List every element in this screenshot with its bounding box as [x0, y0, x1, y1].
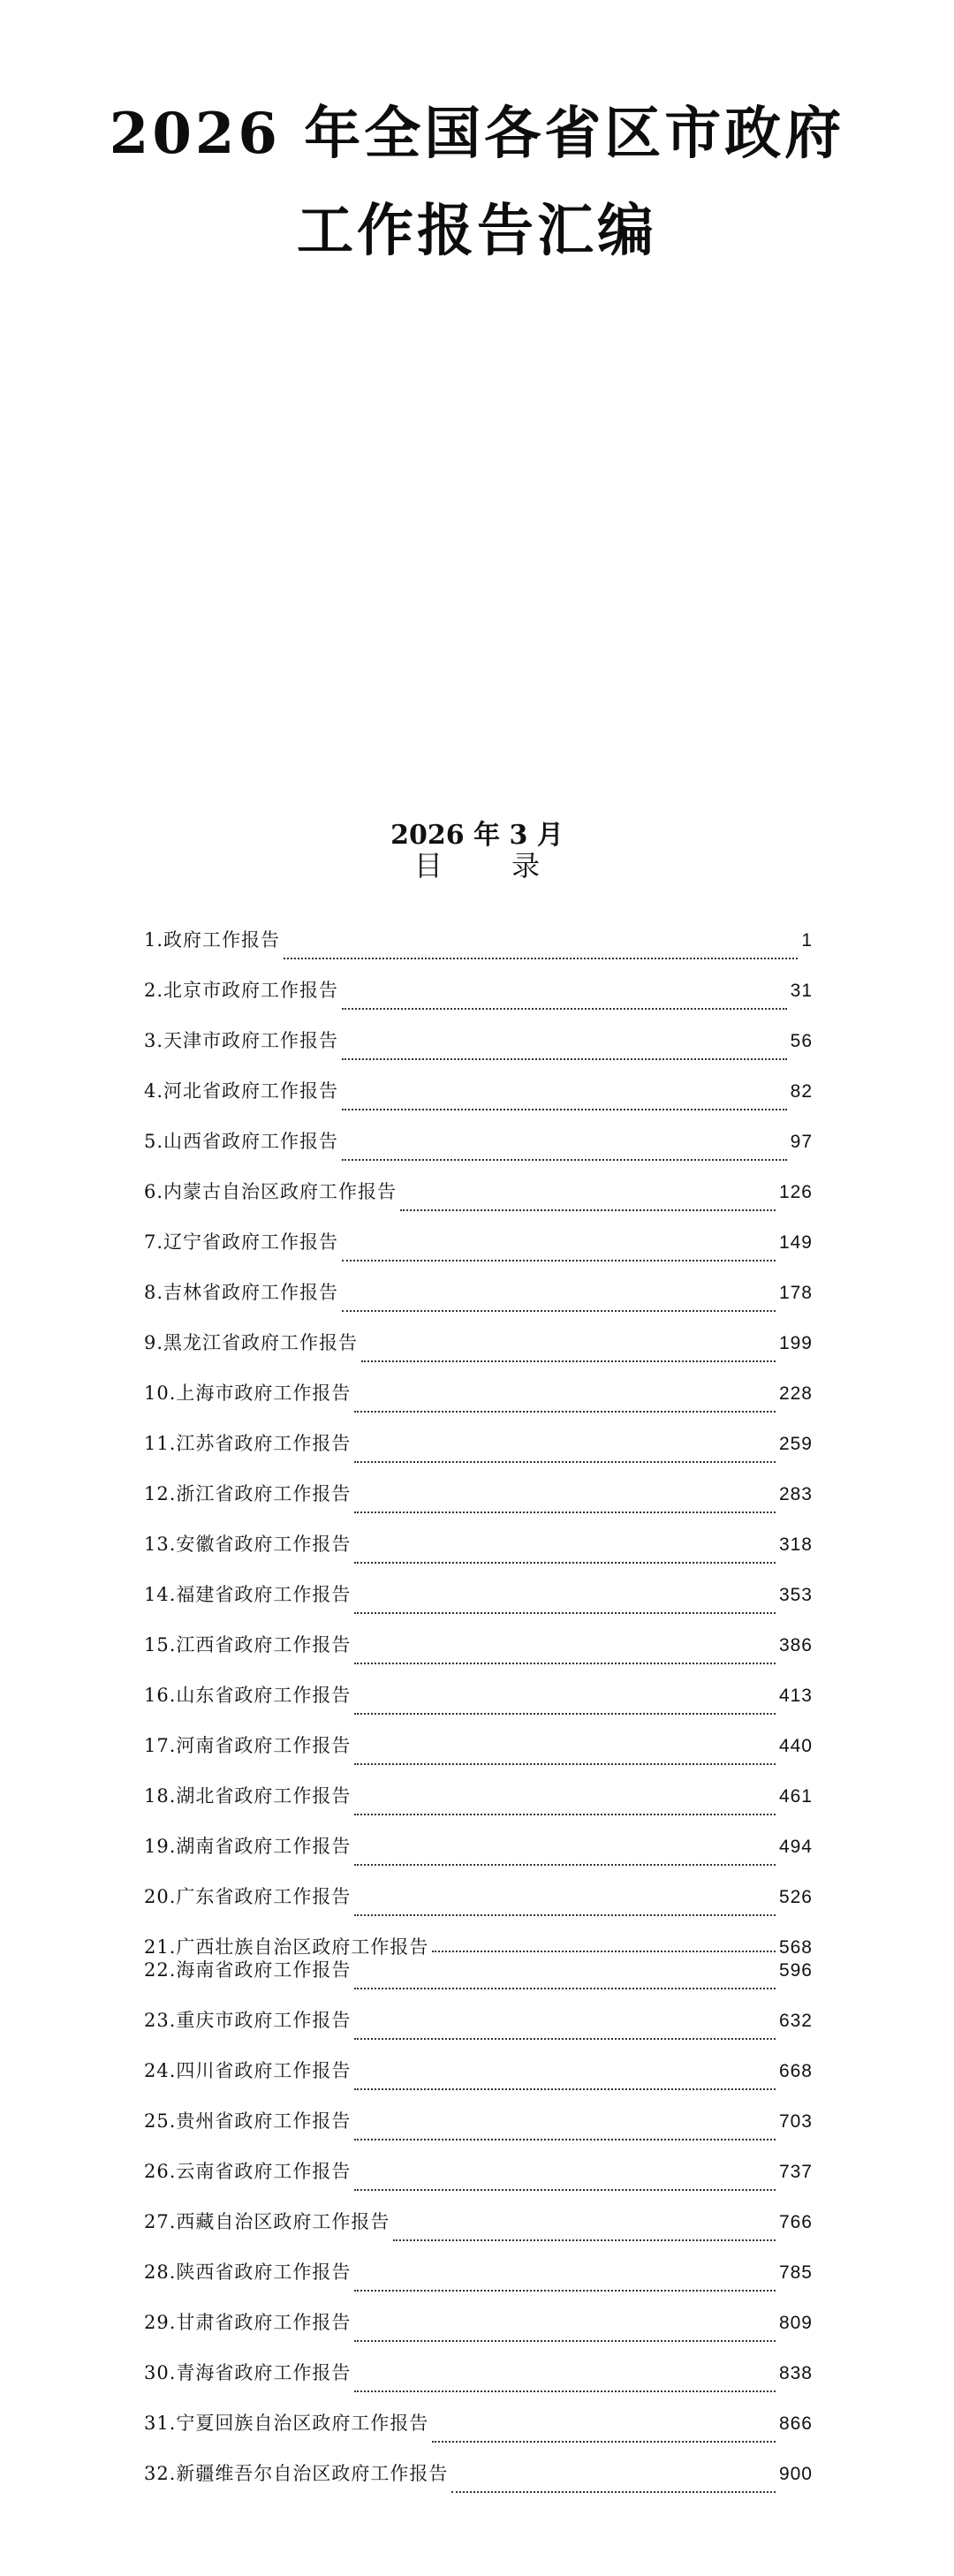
toc-leader-dots [354, 2088, 776, 2090]
toc-entry[interactable] [144, 2411, 813, 2461]
toc-leader-dots [354, 1988, 776, 1989]
toc-entry-page: 668 [778, 2061, 813, 2081]
toc-entry[interactable] [144, 2260, 813, 2310]
toc-entry-page: 568 [778, 1937, 813, 1958]
toc-entry-page: 126 [778, 1182, 813, 1202]
toc-entry[interactable] [144, 1582, 813, 1633]
toc-entry-label: 31.宁夏回族自治区政府工作报告 [144, 2413, 429, 2434]
toc-leader-dots [342, 1109, 787, 1110]
toc-heading: 目 录 [413, 849, 571, 883]
toc-leader-dots [342, 1260, 776, 1261]
toc-entry-page: 178 [778, 1283, 813, 1303]
toc-entry-label: 6.内蒙古自治区政府工作报告 [144, 1181, 398, 1202]
toc-entry-label: 26.云南省政府工作报告 [144, 2161, 352, 2182]
toc-entry[interactable] [144, 1330, 813, 1381]
toc-entry[interactable] [144, 2008, 813, 2058]
toc-entry-page: 766 [778, 2212, 813, 2232]
toc-entry[interactable] [144, 1280, 813, 1330]
toc-leader-dots [354, 1814, 776, 1815]
toc-leader-dots [400, 1209, 776, 1211]
toc-entry[interactable] [144, 1935, 813, 1958]
toc-entry-label: 32.新疆维吾尔自治区政府工作报告 [144, 2463, 449, 2484]
toc-leader-dots [354, 2390, 776, 2392]
toc-entry-page: 785 [778, 2262, 813, 2283]
document-title-line-2: 工作报告汇编 [297, 198, 657, 264]
toc-entry-page: 900 [778, 2464, 813, 2484]
toc-leader-dots [354, 2340, 776, 2342]
toc-entry-page: 149 [778, 1232, 813, 1253]
toc-entry[interactable] [144, 2461, 813, 2512]
toc-entry-label: 19.湖南省政府工作报告 [144, 1836, 352, 1857]
toc-leader-dots [393, 2239, 776, 2241]
toc-entry-page: 461 [778, 1786, 813, 1807]
toc-entry-label: 3.天津市政府工作报告 [144, 1030, 339, 1051]
toc-entry-label: 21.广西壮族自治区政府工作报告 [144, 1936, 429, 1958]
toc-leader-dots [342, 1159, 787, 1161]
toc-leader-dots [342, 1008, 787, 1010]
toc-entry-label: 22.海南省政府工作报告 [144, 1959, 352, 1981]
toc-leader-dots [354, 2189, 776, 2191]
toc-entry[interactable] [144, 2058, 813, 2109]
toc-entry-label: 9.黑龙江省政府工作报告 [144, 1332, 359, 1353]
toc-entry-page: 56 [790, 1031, 813, 1051]
toc-entry-page: 596 [778, 1960, 813, 1981]
toc-entry-page: 866 [778, 2413, 813, 2434]
toc-leader-dots [354, 1461, 776, 1463]
toc-entry-page: 97 [790, 1132, 813, 1152]
toc-entry-label: 1.政府工作报告 [144, 929, 281, 951]
toc-entry-label: 29.甘肃省政府工作报告 [144, 2312, 352, 2333]
toc-leader-dots [342, 1058, 787, 1060]
toc-entry[interactable] [144, 1733, 813, 1784]
toc-entry[interactable] [144, 1532, 813, 1582]
toc-entry-label: 2.北京市政府工作报告 [144, 980, 339, 1001]
toc-entry[interactable] [144, 1481, 813, 1532]
toc-leader-dots [354, 2139, 776, 2140]
toc-entry-page: 259 [778, 1434, 813, 1454]
toc-entry[interactable] [144, 1079, 813, 1129]
toc-entry-label: 23.重庆市政府工作报告 [144, 2010, 352, 2031]
toc-leader-dots [354, 1864, 776, 1866]
toc-entry[interactable] [144, 1381, 813, 1431]
toc-entry-page: 440 [778, 1736, 813, 1756]
toc-entry-page: 318 [778, 1534, 813, 1555]
toc-entry-page: 228 [778, 1383, 813, 1404]
toc-entry-page: 386 [778, 1635, 813, 1655]
toc-entry-page: 737 [778, 2162, 813, 2182]
toc-entry-label: 10.上海市政府工作报告 [144, 1383, 352, 1404]
toc-entry-page: 283 [778, 1484, 813, 1504]
toc-entry-page: 1 [801, 930, 813, 951]
toc-entry-page: 703 [778, 2111, 813, 2132]
toc-leader-dots [432, 2441, 776, 2443]
toc-leader-dots [354, 1512, 776, 1513]
toc-entry[interactable] [144, 1431, 813, 1481]
toc-entry-label: 11.江苏省政府工作报告 [144, 1433, 352, 1454]
toc-leader-dots [354, 2290, 776, 2292]
toc-entry[interactable] [144, 1884, 813, 1935]
toc-entry-page: 82 [790, 1081, 813, 1102]
toc-leader-dots [354, 2038, 776, 2040]
toc-leader-dots [284, 958, 798, 959]
toc-entry[interactable] [144, 1784, 813, 1834]
toc-entry-label: 13.安徽省政府工作报告 [144, 1534, 352, 1555]
toc-entry[interactable] [144, 1633, 813, 1683]
toc-entry-label: 7.辽宁省政府工作报告 [144, 1231, 339, 1253]
toc-entry-label: 14.福建省政府工作报告 [144, 1584, 352, 1605]
toc-entry[interactable] [144, 1179, 813, 1230]
toc-leader-dots [451, 2491, 776, 2493]
toc-entry[interactable] [144, 928, 813, 978]
toc-entry-label: 17.河南省政府工作报告 [144, 1735, 352, 1756]
toc-entry-label: 5.山西省政府工作报告 [144, 1131, 339, 1152]
toc-entry[interactable] [144, 1230, 813, 1280]
toc-entry-label: 25.贵州省政府工作报告 [144, 2110, 352, 2132]
toc-entry-page: 494 [778, 1837, 813, 1857]
document-date: 2026 年 3 月 [390, 820, 564, 851]
toc-entry-page: 809 [778, 2313, 813, 2333]
toc-leader-dots [361, 1360, 776, 1362]
toc-entry-label: 28.陕西省政府工作报告 [144, 2262, 352, 2283]
toc-leader-dots [354, 1612, 776, 1614]
toc-entry[interactable] [144, 2310, 813, 2360]
toc-entry-label: 12.浙江省政府工作报告 [144, 1483, 352, 1504]
toc-leader-dots [354, 1713, 776, 1715]
toc-entry[interactable] [144, 1028, 813, 1079]
toc-leader-dots [354, 1663, 776, 1664]
toc-entry-page: 632 [778, 2011, 813, 2031]
toc-entry[interactable] [144, 1683, 813, 1733]
toc-entry-page: 526 [778, 1887, 813, 1907]
toc-entry-label: 4.河北省政府工作报告 [144, 1080, 339, 1102]
toc-entry-label: 20.广东省政府工作报告 [144, 1886, 352, 1907]
toc-leader-dots [354, 1562, 776, 1564]
toc-entry-page: 353 [778, 1585, 813, 1605]
toc-entry[interactable] [144, 1834, 813, 1884]
toc-entry[interactable] [144, 2360, 813, 2411]
toc-entry-page: 31 [790, 981, 813, 1001]
toc-entry-label: 8.吉林省政府工作报告 [144, 1282, 339, 1303]
toc-entry[interactable] [144, 2109, 813, 2159]
toc-entry-label: 16.山东省政府工作报告 [144, 1685, 352, 1706]
toc-leader-dots [354, 1763, 776, 1765]
toc-entry-label: 24.四川省政府工作报告 [144, 2060, 352, 2081]
toc-entry[interactable] [144, 2159, 813, 2209]
toc-entry-label: 15.江西省政府工作报告 [144, 1634, 352, 1655]
toc-entry-label: 27.西藏自治区政府工作报告 [144, 2211, 390, 2232]
toc-entry[interactable] [144, 2209, 813, 2260]
toc-entry-page: 838 [778, 2363, 813, 2383]
toc-leader-dots [342, 1310, 776, 1312]
toc-entry[interactable] [144, 1958, 813, 2008]
toc-entry-page: 413 [778, 1686, 813, 1706]
toc-entry-label: 30.青海省政府工作报告 [144, 2362, 352, 2383]
toc-leader-dots [432, 1951, 776, 1952]
toc-leader-dots [354, 1411, 776, 1413]
table-of-contents [144, 928, 813, 2512]
toc-leader-dots [354, 1914, 776, 1916]
toc-entry-label: 18.湖北省政府工作报告 [144, 1785, 352, 1807]
toc-entry[interactable] [144, 1129, 813, 1179]
toc-entry[interactable] [144, 978, 813, 1028]
toc-entry-page: 199 [778, 1333, 813, 1353]
document-title-line-1: 2026 年全国各省区市政府 [109, 101, 845, 167]
